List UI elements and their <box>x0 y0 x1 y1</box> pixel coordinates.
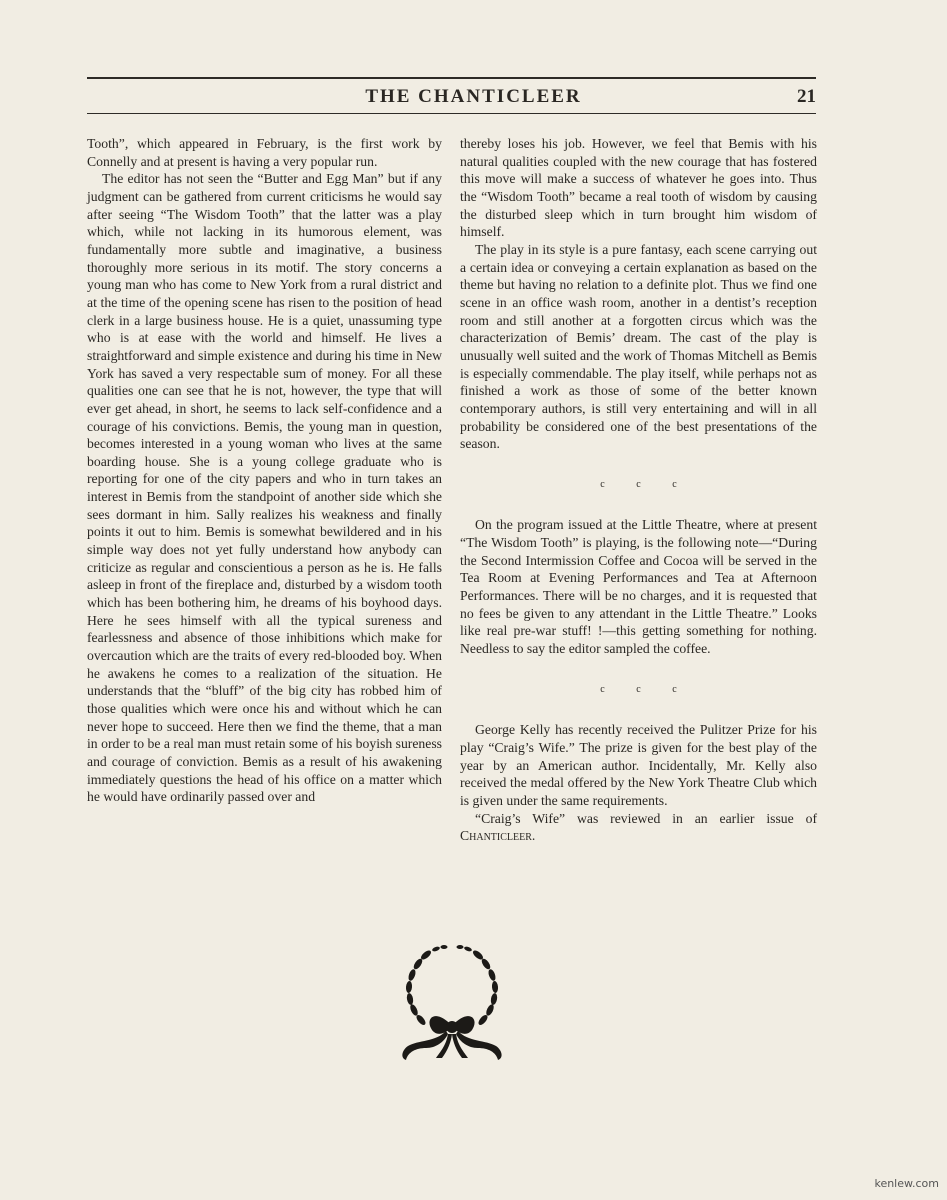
page-number: 21 <box>797 86 816 107</box>
wreath-ribbon-ornament-icon <box>396 942 508 1062</box>
paragraph: The editor has not seen the “Butter and Egg Man” but if any judgment can be gathered from current criticisms he would say after seeing “The Wisdom Tooth” that the latter was a play which, while not lacking in its humorous element, was fundamentally more subtle and imaginative, a business thoroughly more serious in its motif. The story concerns a young man who has come to New York from a rural district and at the time of the opening scene has risen to the position of head clerk in a large business house. He is a quiet, unassuming type who is at ease with the world and himself. He lives a straightforward and simple existence and during his time in New York has saved a very respectable sum of money. For all these qualities one can see that he is not, however, the type that will ever get ahead, in short, he seems to lack self-confidence and a courage of his convictions. Bemis, the young man in question, becomes interested in a young woman who lives at the same boarding house. She is a young college graduate who is reporting for one of the city papers and who in turn takes an interest in Bemis from the standpoint of another side which she sees dormant in him. Sally realizes his weakness and finally points it out to him. Bemis is somewhat bewildered and in his simple way does not yet fully understand how anybody can criticize as regular and conscientious a person as he is. He falls asleep in front of the fireplace and, disturbed by a wisdom tooth which has been bothering him, he dreams of his boyhood days. Here he sees himself with all the typical sureness and fearlessness and absence of those inhibitions which make for overcaution which are the traits of every red-blooded boy. When he awakens he comes to a realization of the situation. He understands that the “bluff” of the big city has robbed him of those qualities which were once his and without which he can never hope to succeed. Here then we find the theme, that a man in order to be a real man must retain some of his boyish sureness and courage of conviction. Bemis as a result of his awakening immediately questions the head of his office on a matter which he would have ordinarily passed over and <box>87 171 442 805</box>
article-column-right <box>460 135 817 845</box>
paragraph: George Kelly has recently received the Pulitzer Prize for his play “Craig’s Wife.” The prize is given for the best play of the year by an American author. Incidentally, Mr. Kelly also received the medal offered by the New York Theatre Club which is given under the same requirements. <box>460 722 817 808</box>
header-rule-top <box>87 77 816 79</box>
paragraph: On the program issued at the Little Theatre, where at present “The Wisdom Tooth” is playing, is the following note—“During the Second Intermission Coffee and Cocoa will be served in the Tea Room at Evening Performances and Tea at Afternoon Performances. There will be no charges, and it is requested that no fees be given to any attendant in the Little Theatre.” Looks like real pre-war stuff! !—this getting something for nothing. Needless to say the editor sampled the coffee. <box>460 517 817 657</box>
paragraph-text: “Craig’s Wife” was reviewed in an earlier issue of <box>475 810 817 826</box>
paragraph: The play in its style is a pure fantasy, each scene carrying out a certain idea or conveying a certain explanation as based on the theme but having no relation to a definite plot. Thus we find one scene in an office wash room, another in a dentist’s reception room and still another at a forgotten circus which was the characterization of Bemis’ dream. The cast of the play is unusually well suited and the work of Thomas Mitchell as Bemis is especially commendable. The play itself, while perhaps not as finished a work as those of some of the better known contemporary authors, is still very entertaining and will in all probability be considered one of the best presentations of the season. <box>460 241 817 452</box>
paragraph: thereby loses his job. However, we feel that Bemis with his natural qualities coupled with the new courage that has fostered this move will make a success of whatever he goes into. Thus the “Wisdom Tooth” became a real tooth of wisdom by causing the disturbed sleep which in turn brought him wisdom of himself. <box>460 136 817 240</box>
paragraph: Tooth”, which appeared in February, is the first work by Connelly and at present is having a very popular run. <box>87 136 442 169</box>
publication-name: Chanticleer. <box>460 828 536 844</box>
paragraph <box>460 810 817 845</box>
running-header-title: THE CHANTICLEER <box>365 86 582 107</box>
article-column-left <box>87 135 442 806</box>
section-separator: c c c <box>600 478 677 490</box>
section-separator: c c c <box>600 683 677 695</box>
header-rule-bottom <box>87 113 816 114</box>
site-watermark: kenlew.com <box>874 1177 939 1190</box>
